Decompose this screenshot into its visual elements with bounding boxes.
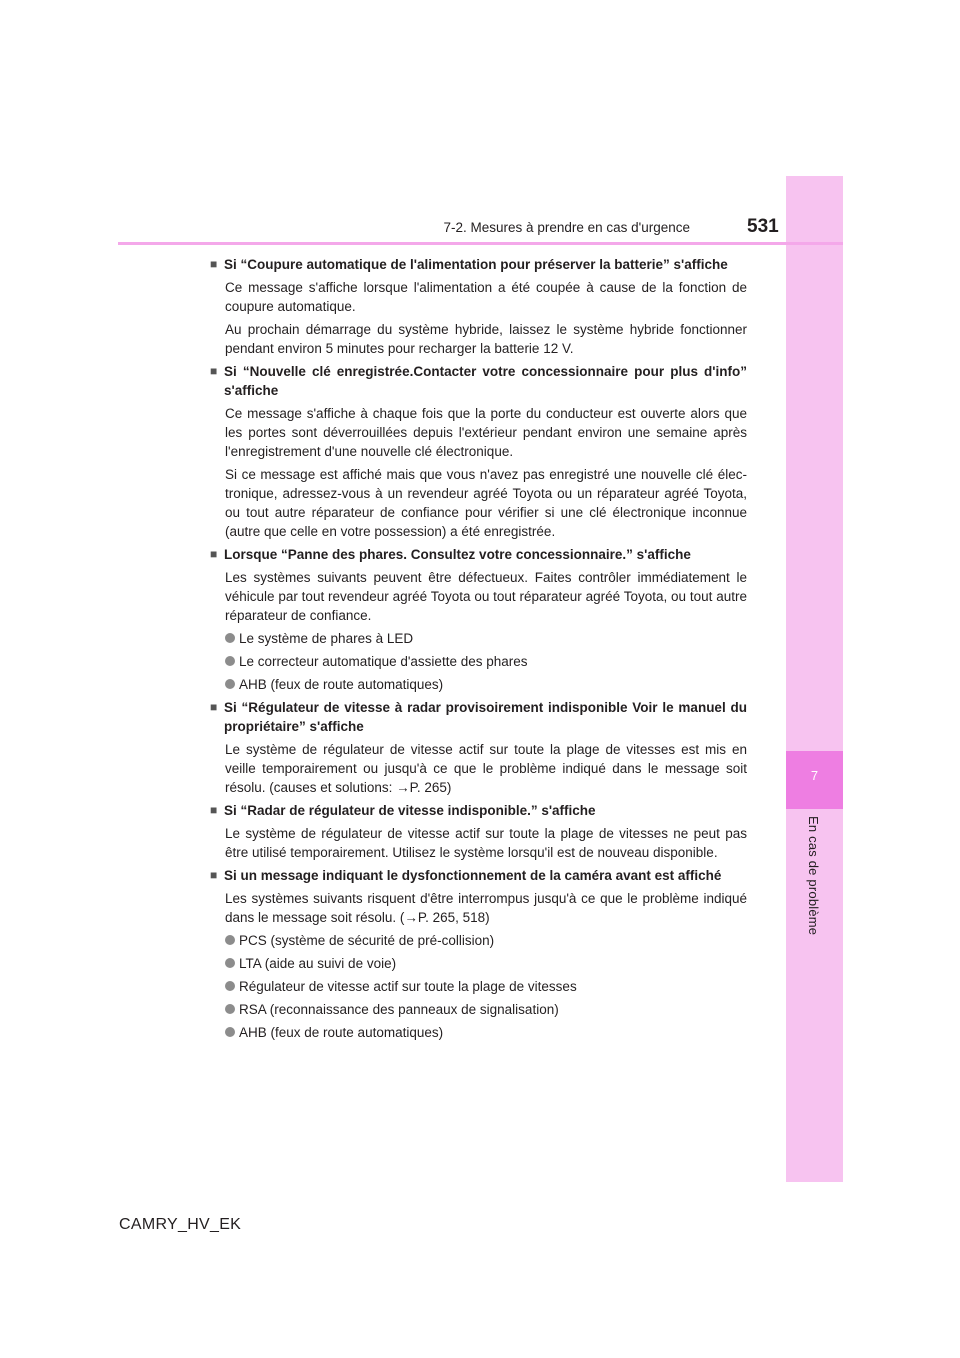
chapter-number: 7 bbox=[810, 768, 819, 783]
list-item bbox=[210, 1000, 747, 1019]
paragraph: Les systèmes suivants risquent d'être interrompus jusqu'à ce que le problème indiqué dans le message soit résolu. (→P. 265, 518) bbox=[225, 891, 747, 925]
list-item bbox=[210, 954, 747, 973]
list-item bbox=[210, 1023, 747, 1042]
square-bullet-icon: ■ bbox=[210, 803, 218, 817]
round-bullet-icon bbox=[225, 1004, 235, 1014]
paragraph: Ce message s'affiche lorsque l'alimentation a été coupée à cause de la fonction de coupure automatique. bbox=[225, 280, 747, 314]
round-bullet-icon bbox=[225, 633, 235, 643]
round-bullet-icon bbox=[225, 981, 235, 991]
section-heading bbox=[210, 866, 747, 885]
square-bullet-icon: ■ bbox=[210, 547, 218, 561]
list-item-text: Le correcteur automatique d'assiette des phares bbox=[239, 654, 528, 669]
round-bullet-icon bbox=[225, 958, 235, 968]
square-bullet-icon: ■ bbox=[210, 364, 218, 378]
paragraph: Le système de régulateur de vitesse actif sur toute la plage de vitesses est mis en veille temporairement ou jusqu'à ce que le problème indiqué dans le message soit résolu. (causes et solutions: →P. 265) bbox=[225, 742, 747, 795]
main-content bbox=[210, 255, 747, 1046]
document-code: CAMRY_HV_EK bbox=[119, 1216, 242, 1233]
section-headlight-failure bbox=[210, 545, 747, 694]
section-radar-cruise-unavailable bbox=[210, 698, 747, 797]
list-item-text: LTA (aide au suivi de voie) bbox=[239, 956, 397, 971]
paragraph: Le système de régulateur de vitesse actif sur toute la plage de vitesses ne peut pas être utilisé temporairement. Utilisez le système lorsqu'il est de nouveau disponible. bbox=[225, 826, 747, 860]
section-heading-text: Si “Radar de régulateur de vitesse indisponible.” s'affiche bbox=[224, 803, 596, 818]
section-heading-text: Lorsque “Panne des phares. Consultez votre concessionnaire.” s'affiche bbox=[224, 547, 691, 562]
section-radar-unavailable bbox=[210, 801, 747, 862]
round-bullet-icon bbox=[225, 679, 235, 689]
list-item bbox=[210, 629, 747, 648]
round-bullet-icon bbox=[225, 935, 235, 945]
square-bullet-icon: ■ bbox=[210, 257, 218, 271]
list-item-text: Régulateur de vitesse actif sur toute la plage de vitesses bbox=[239, 979, 577, 994]
section-heading bbox=[210, 698, 747, 736]
header-rule bbox=[118, 242, 843, 245]
chapter-label: En cas de problème bbox=[806, 816, 821, 936]
section-heading-text: Si “Coupure automatique de l'alimentation pour préserver la batterie” s'affiche bbox=[224, 257, 728, 272]
paragraph: Si ce message est affiché mais que vous n'avez pas enregistré une nouvelle clé élec-tronique, adressez-vous à un revendeur agréé Toyota ou un réparateur agréé Toyota, ou tout autre réparateur de confiance pour vérifier si une clé électronique inconnue (autre que celle en votre possession) a été enregistrée. bbox=[225, 467, 747, 539]
list-item bbox=[210, 652, 747, 671]
list-item-text: AHB (feux de route automatiques) bbox=[239, 677, 444, 692]
list-item-text: RSA (reconnaissance des panneaux de signalisation) bbox=[239, 1002, 559, 1017]
list-item bbox=[210, 977, 747, 996]
square-bullet-icon: ■ bbox=[210, 700, 218, 714]
square-bullet-icon: ■ bbox=[210, 868, 218, 882]
section-heading bbox=[210, 362, 747, 400]
section-new-key bbox=[210, 362, 747, 541]
round-bullet-icon bbox=[225, 1027, 235, 1037]
paragraph: Au prochain démarrage du système hybride, laissez le système hybride fonctionner pendant environ 5 minutes pour recharger la batterie 12 V. bbox=[225, 322, 747, 356]
page-number: 531 bbox=[747, 216, 779, 237]
paragraph: Ce message s'affiche à chaque fois que la porte du conducteur est ouverte alors que les portes sont déverrouillées depuis l'extérieur pendant environ une semaine après l'enregistrement d'une nouvelle clé électronique. bbox=[225, 406, 747, 459]
section-heading bbox=[210, 545, 747, 564]
round-bullet-icon bbox=[225, 656, 235, 666]
chapter-side-tab bbox=[786, 176, 843, 1182]
list-item-text: Le système de phares à LED bbox=[239, 631, 414, 646]
list-item-text: AHB (feux de route automatiques) bbox=[239, 1025, 444, 1040]
list-item-text: PCS (système de sécurité de pré-collision) bbox=[239, 933, 495, 948]
section-front-camera bbox=[210, 866, 747, 1042]
section-heading-text: Si “Nouvelle clé enregistrée.Contacter votre concessionnaire pour plus d'info” s'affiche bbox=[224, 364, 747, 398]
paragraph: Les systèmes suivants peuvent être défectueux. Faites contrôler immédiatement le véhicule par tout revendeur agréé Toyota ou tout réparateur agréé Toyota, ou tout autre réparateur de confiance. bbox=[225, 570, 747, 623]
section-heading bbox=[210, 255, 747, 274]
list-item bbox=[210, 931, 747, 950]
list-item bbox=[210, 675, 747, 694]
section-heading bbox=[210, 801, 747, 820]
section-heading-text: Si un message indiquant le dysfonctionnement de la caméra avant est affiché bbox=[224, 868, 722, 883]
header-section-title: 7-2. Mesures à prendre en cas d'urgence bbox=[443, 220, 690, 235]
section-heading-text: Si “Régulateur de vitesse à radar provisoirement indisponible Voir le manuel du propriétaire” s'affiche bbox=[224, 700, 747, 734]
section-auto-power-off bbox=[210, 255, 747, 358]
